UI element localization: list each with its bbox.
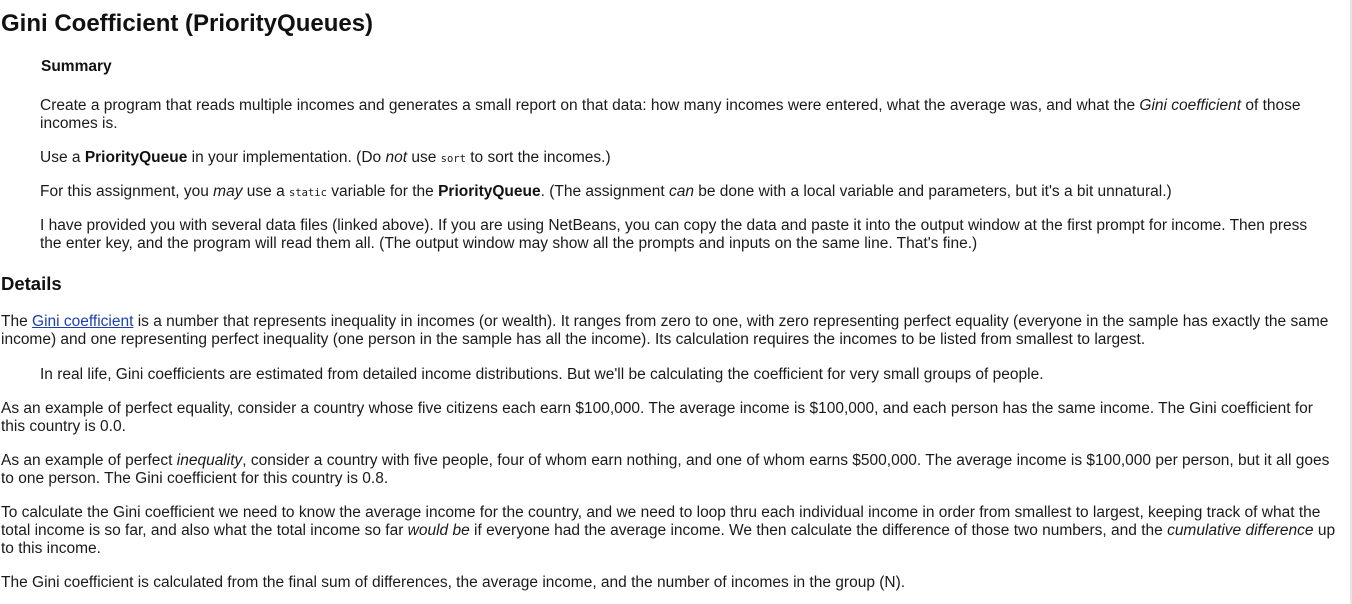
details-paragraph-3: As an example of perfect equality, consider a country whose five citizens each earn $100,000. The average income is $100,000, and each person has the same income. The Gini coefficient for this country is 0.0.	[1, 400, 1313, 435]
summary-paragraph-2: Use a PriorityQueue in your implementation. (Do not use sort to sort the incomes.)	[40, 149, 611, 166]
summary-paragraph-1: Create a program that reads multiple incomes and generates a small report on that data: how many incomes were entered, what the average was, and what the Gini coefficient of those incomes is.	[40, 97, 1301, 132]
page-title: Gini Coefficient (PriorityQueues)	[1, 10, 374, 37]
details-paragraph-6: The Gini coefficient is calculated from the final sum of differences, the average income, and the number of incomes in the group (N).	[1, 574, 906, 591]
details-paragraph-1: The Gini coefficient is a number that represents inequality in incomes (or wealth). It ranges from zero to one, with zero representing perfect equality (everyone in the sample has exactly the same income) and one representing perfect inequality (one person in the sample has all the income). Its calculation requires the incomes to be listed from smallest to largest.	[1, 313, 1329, 348]
summary-paragraph-4: I have provided you with several data files (linked above). If you are using NetBeans, you can copy the data and paste it into the output window at the first prompt for income. Then press the enter key, and the program will read them all. (The output window may show all the prompts and inputs on the same line. That's fine.)	[40, 217, 1308, 252]
summary-heading: Summary	[41, 58, 112, 75]
details-paragraph-4: As an example of perfect inequality, consider a country with five people, four of whom earn nothing, and one of whom earns $500,000. The average income is $100,000 per person, but it all goes to one person. The Gini coefficient for this country is 0.8.	[1, 452, 1330, 487]
details-heading: Details	[1, 273, 62, 294]
details-paragraph-5: To calculate the Gini coefficient we need to know the average income for the country, and we need to loop thru each individual income in order from smallest to largest, keeping track of what the total income is so far, and also what the total income so far would be if everyone had the average income. We then calculate the difference of those two numbers, and the cumulative difference up to this income.	[1, 504, 1336, 557]
summary-paragraph-3: For this assignment, you may use a static variable for the PriorityQueue. (The assignment can be done with a local variable and parameters, but it's a bit unnatural.)	[40, 183, 1172, 200]
gini-coefficient-link[interactable]: Gini coefficient	[32, 313, 134, 330]
details-paragraph-2: In real life, Gini coefficients are estimated from detailed income distributions. But we'll be calculating the coefficient for very small groups of people.	[40, 366, 1044, 383]
